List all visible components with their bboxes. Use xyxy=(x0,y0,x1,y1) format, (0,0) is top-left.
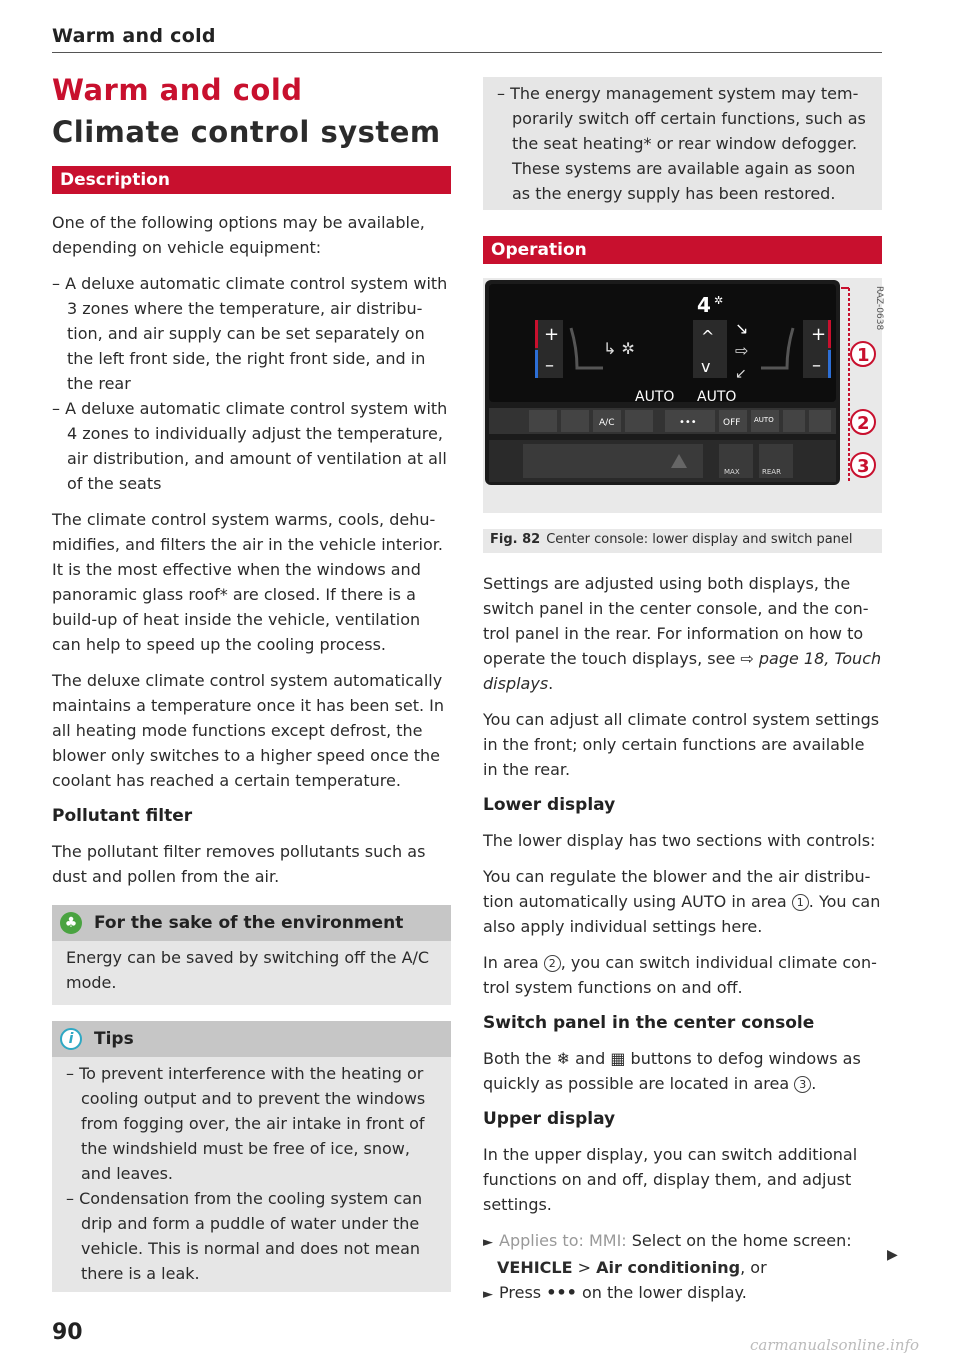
figure-number: Fig. 82 xyxy=(490,532,541,547)
chapter-title: Warm and cold xyxy=(52,73,303,107)
triangle-bullet-icon: ► xyxy=(483,1287,493,1302)
heading-switch-panel: Switch panel in the center console xyxy=(483,1013,815,1033)
info-icon: i xyxy=(60,1028,82,1050)
svg-text:↙: ↙ xyxy=(735,366,747,382)
btn-max-label: MAX xyxy=(724,468,740,476)
section-title: Climate control system xyxy=(52,115,441,149)
paragraph-switch: Both the ❄ and ▦ buttons to defog windows as quickly as possible are located in area 3 . xyxy=(483,1049,861,1093)
page-link[interactable]: ⇨ page 18, Touch displays xyxy=(483,649,882,693)
temp-display: 4 xyxy=(697,293,711,317)
svg-text:+: + xyxy=(544,324,560,345)
tips-note-body xyxy=(52,1057,451,1292)
environment-icon: ♣ xyxy=(60,912,82,934)
btn-off-label: OFF xyxy=(723,418,741,428)
defrost-rear-icon: ▦ xyxy=(610,1049,626,1068)
environment-note xyxy=(52,905,451,1005)
svg-text:–: – xyxy=(812,355,821,376)
header-title: Warm and cold xyxy=(52,25,216,47)
list-item: – To prevent interference with the heating or cooling output and to prevent the windows from fogging over, the air intake in front of the windshield must be free of ice, snow, and leaves. xyxy=(66,1064,426,1183)
svg-text:✲: ✲ xyxy=(714,294,724,307)
figure-caption xyxy=(483,529,882,553)
svg-text:v: v xyxy=(701,357,711,376)
paragraph-lower: The lower display has two sections with controls: xyxy=(483,831,876,850)
svg-text:^: ^ xyxy=(701,327,715,346)
svg-text:↳ ✲: ↳ ✲ xyxy=(603,339,635,358)
tips-title: Tips xyxy=(94,1029,134,1049)
left-column xyxy=(52,70,451,1306)
btn-auto-label: AUTO xyxy=(754,416,774,424)
figure-caption-text: Center console: lower display and switch panel xyxy=(546,532,853,547)
paragraph-climate: The climate control system warms, cools, dehu-midifies, and filters the air in the vehicle interior. It is the most effective when the windows and panoramic glass roof* are closed. If there is a build-up of heat inside the vehicle, ventilation can help to speed up the cooling process. xyxy=(52,510,443,654)
press-line: ► Press ••• on the lower display. xyxy=(483,1283,747,1302)
figure-code: RAZ-0638 xyxy=(874,286,884,331)
callout-1: 1 xyxy=(857,345,870,366)
page-number: 90 xyxy=(52,1320,83,1345)
environment-title: For the sake of the environment xyxy=(94,913,404,933)
svg-text:⇨: ⇨ xyxy=(735,341,749,360)
options-list xyxy=(52,271,451,496)
svg-text:↘: ↘ xyxy=(735,319,749,338)
page-header xyxy=(52,25,882,53)
area-3-marker: 3 xyxy=(794,1076,811,1093)
paragraph-upper: In the upper display, you can switch additional functions on and off, display them, and adjust settings. xyxy=(483,1145,858,1214)
auto-left-label: AUTO xyxy=(635,389,675,405)
btn-rear-label: REAR xyxy=(762,468,781,476)
area-1-marker: 1 xyxy=(792,894,809,911)
paragraph-deluxe: The deluxe climate control system automatically maintains a temperature once it has been set. In all heating mode functions except defrost, the blower only switches to a higher speed once the coolant has reached a certain temperature. xyxy=(52,671,444,790)
list-item: – A deluxe automatic climate control system with 3 zones where the temperature, air distribu-tion, and air supply can be set separately on the left front side, the right front side, and in the rear xyxy=(52,274,448,393)
triangle-bullet-icon: ► xyxy=(483,1235,493,1250)
figure-82 xyxy=(483,278,882,553)
callout-3: 3 xyxy=(857,456,870,477)
energy-note xyxy=(483,77,882,210)
paragraph-settings: Settings are adjusted using both displays, the switch panel in the center console, and the con-trol panel in the rear. For information on how to operate the touch displays, see ⇨ page 18, Touch displays. xyxy=(483,574,882,693)
operation-bar: Operation xyxy=(483,236,882,264)
heading-pollutant: Pollutant filter xyxy=(52,806,193,826)
paragraph-pollutant: The pollutant filter removes pollutants such as dust and pollen from the air. xyxy=(52,842,426,886)
heading-upper-display: Upper display xyxy=(483,1109,616,1129)
continue-arrow-icon: ▶ xyxy=(887,1247,898,1263)
environment-note-header xyxy=(52,905,451,941)
list-item: – Condensation from the cooling system can drip and form a puddle of water under the vehicle. This is normal and does not mean there is a leak. xyxy=(66,1189,423,1283)
paragraph-area1: You can regulate the blower and the air distribu-tion automatically using AUTO in area 1 . You can also apply individual settings here. xyxy=(483,867,881,936)
paragraph-intro: One of the following options may be available, depending on vehicle equipment: xyxy=(52,213,425,257)
btn-dots-label: ••• xyxy=(679,417,697,428)
applies-line: ► Applies to: MMI: Select on the home screen: xyxy=(483,1231,852,1250)
paragraph-area2: In area 2 , you can switch individual climate con-trol system functions on and off. xyxy=(483,953,877,997)
auto-right-label: AUTO xyxy=(697,389,737,405)
svg-text:–: – xyxy=(545,355,554,376)
applies-path: VEHICLE > Air conditioning, or xyxy=(497,1258,767,1277)
description-bar: Description xyxy=(52,166,451,194)
environment-text: Energy can be saved by switching off the A/C mode. xyxy=(66,948,430,992)
defrost-max-icon: ❄ xyxy=(556,1049,571,1068)
svg-text:+: + xyxy=(811,324,827,345)
heading-lower-display: Lower display xyxy=(483,795,616,815)
list-item: – A deluxe automatic climate control system with 4 zones to individually adjust the temperature, air distribution, and amount of ventilation at all of the seats xyxy=(52,399,448,493)
environment-note-body xyxy=(52,941,451,1005)
paragraph-front: You can adjust all climate control system settings in the front; only certain functions are available in the rear. xyxy=(483,710,880,779)
energy-note-text: – The energy management system may tem-porarily switch off certain functions, such as the seat heating* or rear window defogger. These systems are available again as soon as the energy supply has been restored. xyxy=(497,84,866,203)
climate-control-illustration xyxy=(483,278,882,513)
watermark: carmanualsonline.info xyxy=(750,1336,920,1354)
btn-ac-label: A/C xyxy=(599,418,615,428)
callout-2: 2 xyxy=(857,413,870,434)
tips-note-header xyxy=(52,1021,451,1057)
right-column xyxy=(483,77,882,1318)
area-2-marker: 2 xyxy=(544,955,561,972)
tips-note xyxy=(52,1021,451,1292)
